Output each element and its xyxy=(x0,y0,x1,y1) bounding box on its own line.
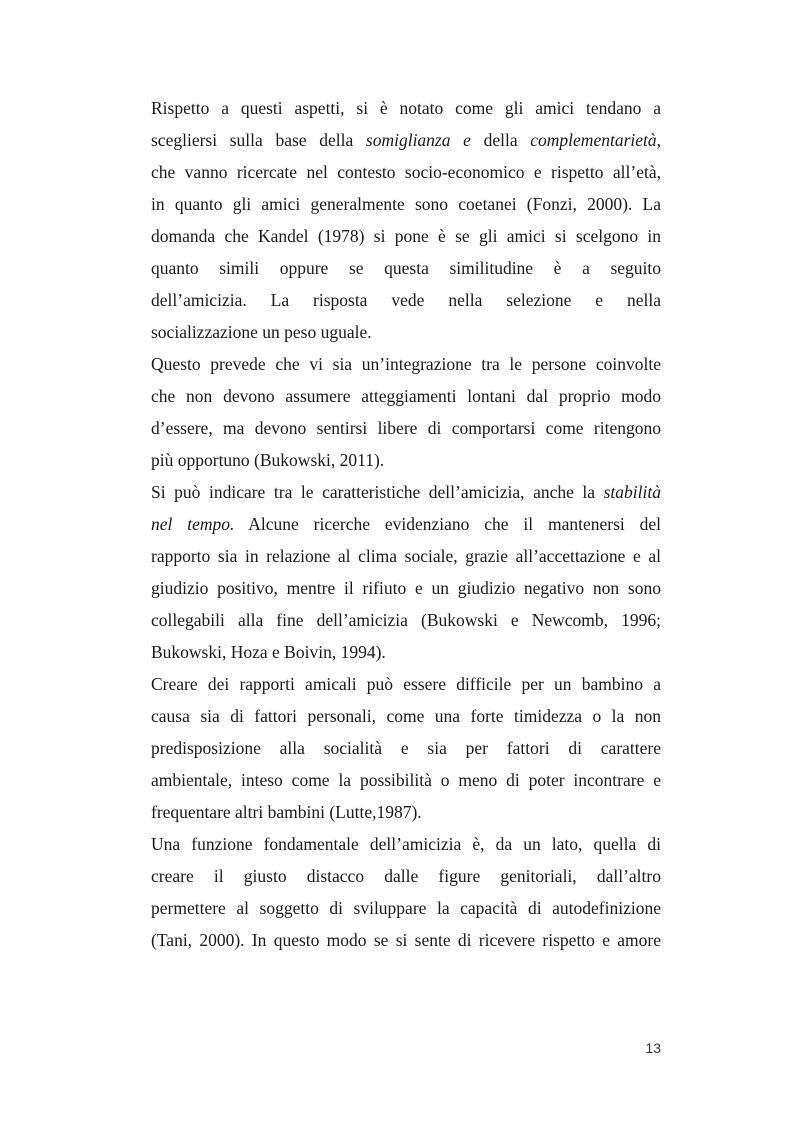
text-segment: d’essere, ma devono sentirsi libere di comportarsi come ritengono xyxy=(151,418,661,438)
italic-text: stabilità xyxy=(603,482,661,502)
text-line xyxy=(151,892,661,924)
text-segment: Alcune ricerche evidenziano che il mantenersi del xyxy=(234,514,661,534)
text-line xyxy=(151,508,661,540)
text-line xyxy=(151,348,661,380)
text-line xyxy=(151,572,661,604)
text-segment: rapporto sia in relazione al clima sociale, grazie all’accettazione e al xyxy=(151,546,661,566)
text-line xyxy=(151,284,661,316)
text-segment: ambientale, inteso come la possibilità o meno di poter incontrare e xyxy=(151,770,661,790)
text-line xyxy=(151,252,661,284)
text-line xyxy=(151,156,661,188)
paragraph xyxy=(151,828,661,956)
text-line xyxy=(151,540,661,572)
text-segment: collegabili alla fine dell’amicizia (Bukowski e Newcomb, 1996; xyxy=(151,610,661,630)
body-text xyxy=(151,92,661,956)
text-line xyxy=(151,124,661,156)
text-line xyxy=(151,732,661,764)
text-line xyxy=(151,476,661,508)
italic-text: somiglianza e xyxy=(365,130,471,150)
italic-text: nel tempo. xyxy=(151,514,235,534)
text-line xyxy=(151,636,661,668)
text-line xyxy=(151,92,661,124)
text-segment: Bukowski, Hoza e Boivin, 1994). xyxy=(151,642,386,662)
text-segment: Rispetto a questi aspetti, si è notato come gli amici tendano a xyxy=(151,98,661,118)
text-segment: più opportuno (Bukowski, 2011). xyxy=(151,450,385,470)
text-line xyxy=(151,668,661,700)
text-segment: causa sia di fattori personali, come una forte timidezza o la non xyxy=(151,706,661,726)
text-line xyxy=(151,412,661,444)
text-line xyxy=(151,188,661,220)
text-line xyxy=(151,444,661,476)
text-segment: creare il giusto distacco dalle figure genitoriali, dall’altro xyxy=(151,866,661,886)
text-line xyxy=(151,220,661,252)
text-segment: Creare dei rapporti amicali può essere difficile per un bambino a xyxy=(151,674,661,694)
text-line xyxy=(151,764,661,796)
text-segment: quanto simili oppure se questa similitudine è a seguito xyxy=(151,258,661,278)
text-segment: Questo prevede che vi sia un’integrazione tra le persone coinvolte xyxy=(151,354,661,374)
text-segment: domanda che Kandel (1978) si pone è se gli amici si scelgono in xyxy=(151,226,661,246)
text-segment: (Tani, 2000). In questo modo se si sente di ricevere rispetto e amore xyxy=(151,930,661,950)
text-line xyxy=(151,828,661,860)
text-segment: giudizio positivo, mentre il rifiuto e un giudizio negativo non sono xyxy=(151,578,661,598)
text-segment: che vanno ricercate nel contesto socio-economico e rispetto all’età, xyxy=(151,162,661,182)
text-segment: della xyxy=(470,130,531,150)
text-segment: frequentare altri bambini (Lutte,1987). xyxy=(151,802,422,822)
paragraph xyxy=(151,92,661,348)
text-segment: predisposizione alla socialità e sia per fattori di carattere xyxy=(151,738,661,758)
text-line xyxy=(151,604,661,636)
text-segment: che non devono assumere atteggiamenti lontani dal proprio modo xyxy=(151,386,661,406)
text-segment: Si può indicare tra le caratteristiche dell’amicizia, anche la xyxy=(151,482,604,502)
text-segment: , xyxy=(656,130,661,150)
italic-text: complementarietà xyxy=(530,130,657,150)
text-line xyxy=(151,860,661,892)
text-segment: in quanto gli amici generalmente sono coetanei (Fonzi, 2000). La xyxy=(151,194,661,214)
text-segment: scegliersi sulla base della xyxy=(151,130,366,150)
text-line xyxy=(151,700,661,732)
text-line xyxy=(151,796,661,828)
text-segment: dell’amicizia. La risposta vede nella selezione e nella xyxy=(151,290,661,310)
text-segment: socializzazione un peso uguale. xyxy=(151,322,372,342)
text-segment: Una funzione fondamentale dell’amicizia è, da un lato, quella di xyxy=(151,834,661,854)
text-line xyxy=(151,924,661,956)
page-number: 13 xyxy=(645,1040,661,1056)
text-line xyxy=(151,380,661,412)
paragraph xyxy=(151,668,661,828)
text-line xyxy=(151,316,661,348)
text-segment: permettere al soggetto di sviluppare la capacità di autodefinizione xyxy=(151,898,661,918)
paragraph xyxy=(151,348,661,476)
paragraph xyxy=(151,476,661,668)
